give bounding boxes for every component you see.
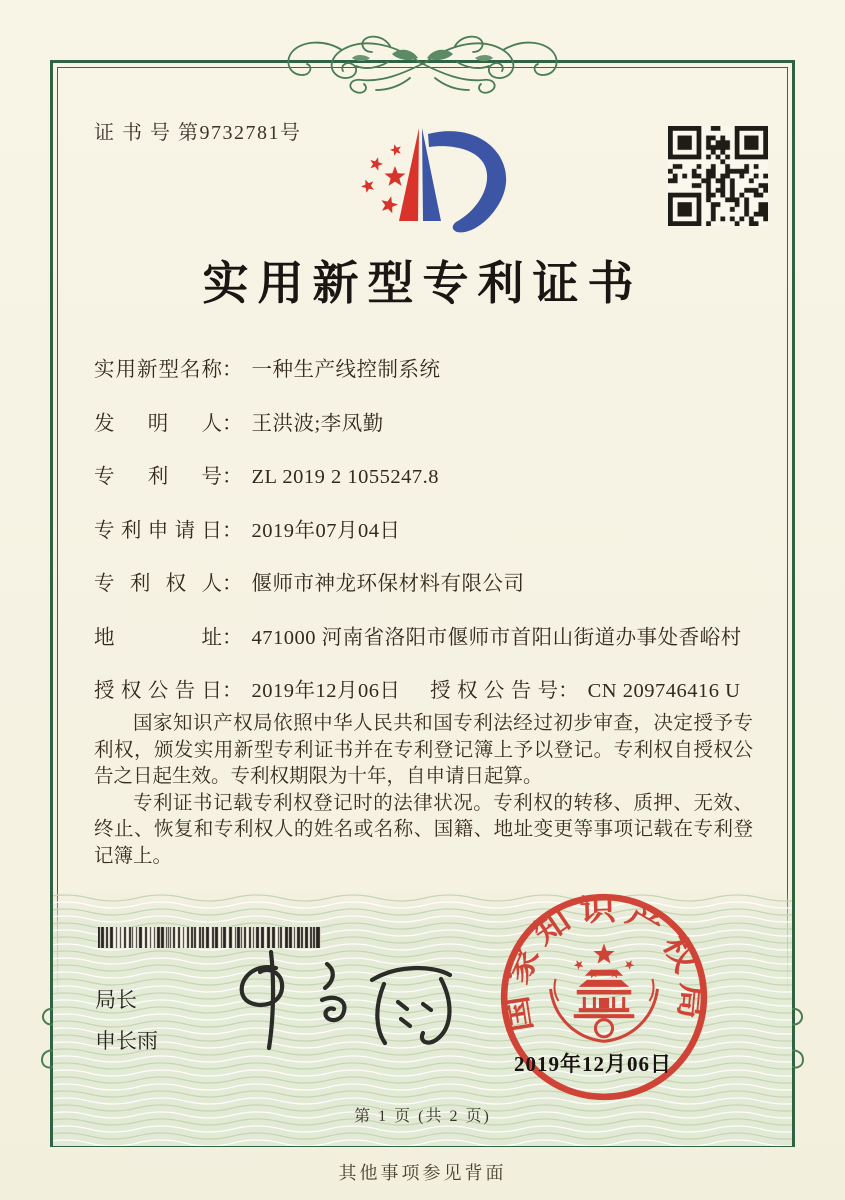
field-label: 地址	[94, 626, 222, 649]
back-side-note: 其他事项参见背面	[338, 1163, 507, 1183]
field-row-grant	[94, 673, 754, 703]
svg-text:国家知识产权局	[498, 893, 709, 1035]
field-row-name: 实用新型名称： 一种生产线控制系统	[94, 352, 754, 382]
legal-paragraph-2: 专利证书记载专利权登记时的法律状况。专利权的转移、质押、无效、终止、恢复和专利权人的姓名或名称、国籍、地址变更等事项记载在专利登记簿上。	[94, 792, 753, 867]
national-emblem	[551, 944, 658, 1042]
legal-text	[94, 711, 753, 870]
director-name: 申长雨	[95, 1030, 158, 1053]
field-label: 实用新型名称	[94, 359, 222, 381]
director-title: 局长	[95, 989, 137, 1012]
seal-date: 2019年12月06日	[514, 1052, 672, 1076]
director-block	[95, 980, 158, 1062]
seal-ring-text: 国家知识产权局	[499, 892, 710, 1035]
field-row-patentee: 专利权人： 偃师市神龙环保材料有限公司	[94, 566, 754, 596]
handwritten-signature-icon	[226, 948, 464, 1056]
grant-date-pair: 授权公告日： 2019年12月06日	[94, 680, 401, 702]
grant-no-pair: 授权公告号： CN 209746416 U	[430, 680, 741, 702]
field-value: 王洪波;李凤勤	[251, 412, 384, 435]
field-row-inventor: 发明人： 王洪波;李凤勤	[94, 406, 754, 436]
field-value: 2019年07月04日	[251, 519, 401, 542]
field-label: 专利号	[94, 466, 222, 488]
legal-paragraph-1: 国家知识产权局依照中华人民共和国专利法经过初步审查，决定授予专利权，颁发实用新型专利证书并在专利登记簿上予以登记。专利权自授权公告之日起生效。专利权期限为十年，自申请日起算。	[94, 713, 753, 787]
field-row-patent-no: 专利号： ZL 2019 2 1055247.8	[94, 459, 754, 489]
field-value: 471000 河南省洛阳市偃师市首阳山街道办事处香峪村	[251, 626, 742, 649]
barcode-icon	[98, 927, 321, 948]
field-row-filing-date: 专利申请日： 2019年07月04日	[94, 513, 754, 543]
certificate-number: 证 书 号 第9732781号	[94, 122, 302, 144]
field-row-address: 地址： 471000 河南省洛阳市偃师市首阳山街道办事处香峪村	[94, 620, 754, 650]
field-label: 发明人	[94, 412, 222, 435]
certificate-title: 实用新型专利证书	[202, 258, 643, 309]
field-label: 专利权人	[94, 573, 222, 595]
certificate-fields	[94, 352, 754, 727]
page-indicator: 第 1 页 (共 2 页)	[354, 1108, 491, 1125]
field-value: 一种生产线控制系统	[251, 359, 441, 381]
field-value: 偃师市神龙环保材料有限公司	[251, 573, 525, 595]
field-value: ZL 2019 2 1055247.8	[251, 466, 440, 488]
field-label: 专利申请日	[94, 519, 222, 542]
